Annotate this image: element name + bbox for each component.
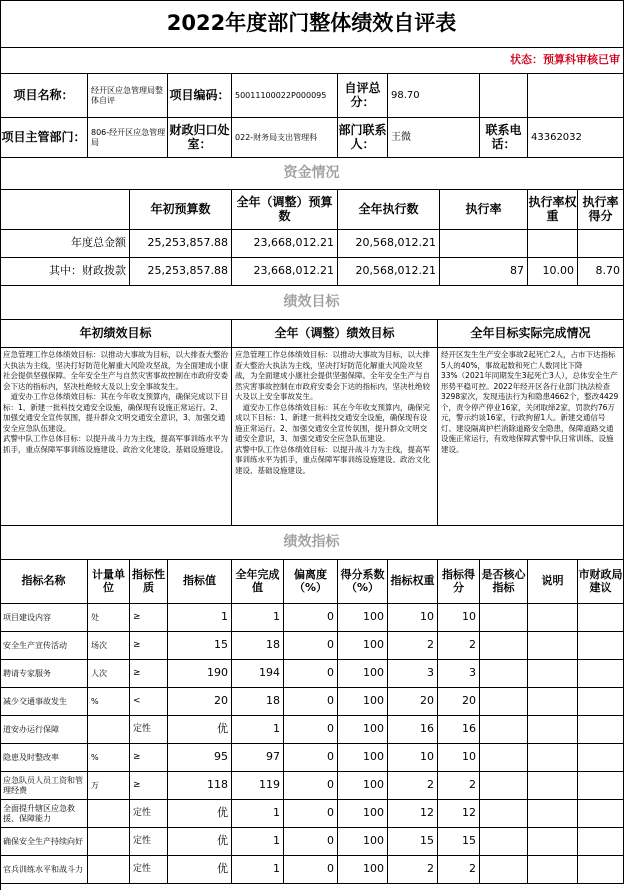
ind-unit: 处: [88, 604, 130, 632]
ind-nature: ≥: [130, 772, 168, 800]
ind-done: 1: [232, 828, 284, 856]
ind-done: 97: [232, 744, 284, 772]
ind-score: 10: [438, 604, 480, 632]
ind-note: [528, 800, 578, 828]
ind-deviation: 0: [284, 772, 338, 800]
ind-target: 1: [168, 604, 232, 632]
ind-score: 2: [438, 856, 480, 884]
ind-name: 项目建设内容: [0, 604, 88, 632]
ind-name: 官兵训练水平和战斗力: [0, 856, 88, 884]
ind-nature: <: [130, 688, 168, 716]
ind-target: 优: [168, 716, 232, 744]
ind-core: [480, 800, 528, 828]
funds-section-title: 资金情况: [0, 158, 624, 190]
ind-nature: 定性: [130, 828, 168, 856]
ind-target: 118: [168, 772, 232, 800]
ind-advice: [578, 632, 624, 660]
ind-header-done: 全年完成值: [232, 560, 284, 604]
ind-advice: [578, 772, 624, 800]
ind-advice: [578, 660, 624, 688]
goals-adjusted-text: 应急管理工作总体绩效目标：以推动大事故为目标，以大排查大整治大执法为主线，坚决打好防范化解重大风险攻坚战，为全面建成小康社会提供坚强保障。全年安全生产与自然灾害事故控制在市政府安委会下达的指标内，坚决杜绝较大及以上安全事故发生。 道安办工作总体绩效目标：其在今年收支预算内，确保完成以下目标：1、新建一批科技交通安全设施，确保现有设施正常运行。2、加强交通安全宣传氛围，提升群众文明交通安全意识，3、加强交通安全应急队伍建设。 武警中队工作总体绩效目标：以提升战斗力为主线，提高军事训练水平为抓手，重点保障军事训练设施建设、政治文化建设、基础设施建设。: [232, 348, 438, 526]
funds-header-adjusted: 全年（调整）预算数: [232, 190, 338, 230]
ind-unit: [88, 716, 130, 744]
ind-name: 道安办运行保障: [0, 716, 88, 744]
ind-deviation: 0: [284, 716, 338, 744]
funds-rate: [440, 230, 528, 258]
score-label: 自评总分：: [338, 74, 388, 118]
ind-score: 16: [438, 716, 480, 744]
finance-label: 财政归口处室：: [168, 118, 232, 158]
ind-header-unit: 计量单位: [88, 560, 130, 604]
ind-advice: [578, 800, 624, 828]
ind-nature: 定性: [130, 716, 168, 744]
ind-unit: [88, 828, 130, 856]
ind-note: [528, 716, 578, 744]
ind-coefficient: 100: [338, 856, 388, 884]
ind-coefficient: 100: [338, 632, 388, 660]
ind-unit: %: [88, 688, 130, 716]
ind-score: 2: [438, 632, 480, 660]
ind-score: 10: [438, 744, 480, 772]
funds-initial: 25,253,857.88: [130, 230, 232, 258]
ind-weight: 10: [388, 604, 438, 632]
contact-label: 部门联系人：: [338, 118, 388, 158]
funds-score: [578, 230, 624, 258]
ind-done: 119: [232, 772, 284, 800]
ind-weight: 2: [388, 856, 438, 884]
ind-deviation: 0: [284, 744, 338, 772]
ind-target: 优: [168, 828, 232, 856]
ind-name: 应急队员人员工资和管理经费: [0, 772, 88, 800]
ind-nature: 定性: [130, 800, 168, 828]
ind-note: [528, 856, 578, 884]
funds-header-weight: 执行率权重: [528, 190, 578, 230]
ind-coefficient: 100: [338, 688, 388, 716]
ind-coefficient: 100: [338, 800, 388, 828]
finance-value: 022-财务局支出管理科: [232, 118, 338, 158]
ind-score: 15: [438, 828, 480, 856]
funds-rate: 87: [440, 258, 528, 286]
ind-weight: 2: [388, 632, 438, 660]
ind-core: [480, 688, 528, 716]
funds-weight: [528, 230, 578, 258]
ind-core: [480, 632, 528, 660]
ind-header-score: 指标得分: [438, 560, 480, 604]
ind-done: 1: [232, 604, 284, 632]
dept-value: 806-经开区应急管理局: [88, 118, 168, 158]
status-text: 状态：预算科审核已审: [0, 48, 624, 74]
ind-unit: 人次: [88, 660, 130, 688]
ind-note: [528, 828, 578, 856]
ind-unit: 万: [88, 772, 130, 800]
phone-value: 43362032: [528, 118, 624, 158]
ind-name: 安全生产宣传活动: [0, 632, 88, 660]
funds-row-label: 其中：财政拨款: [0, 258, 130, 286]
ind-target: 优: [168, 856, 232, 884]
ind-header-target: 指标值: [168, 560, 232, 604]
ind-advice: [578, 828, 624, 856]
funds-row-label: 年度总金额: [0, 230, 130, 258]
funds-header-executed: 全年执行数: [338, 190, 440, 230]
ind-header-core: 是否核心指标: [480, 560, 528, 604]
ind-name: 减少交通事故发生: [0, 688, 88, 716]
project-name-value: 经开区应急管理局整体自评: [88, 74, 168, 118]
ind-header-advice: 市财政局建议: [578, 560, 624, 604]
ind-deviation: 0: [284, 688, 338, 716]
ind-core: [480, 856, 528, 884]
ind-weight: 10: [388, 744, 438, 772]
funds-adjusted: 23,668,012.21: [232, 230, 338, 258]
ind-advice: [578, 604, 624, 632]
ind-advice: [578, 688, 624, 716]
ind-coefficient: 100: [338, 604, 388, 632]
ind-target: 190: [168, 660, 232, 688]
empty-cell: [0, 190, 130, 230]
ind-done: 18: [232, 688, 284, 716]
dept-label: 项目主管部门：: [0, 118, 88, 158]
ind-header-note: 说明: [528, 560, 578, 604]
ind-done: 194: [232, 660, 284, 688]
ind-weight: 12: [388, 800, 438, 828]
funds-score: 8.70: [578, 258, 624, 286]
funds-adjusted: 23,668,012.21: [232, 258, 338, 286]
ind-unit: 场次: [88, 632, 130, 660]
ind-weight: 15: [388, 828, 438, 856]
ind-advice: [578, 744, 624, 772]
funds-header-rate: 执行率: [440, 190, 528, 230]
ind-weight: 3: [388, 660, 438, 688]
contact-value: 王微: [388, 118, 480, 158]
funds-initial: 25,253,857.88: [130, 258, 232, 286]
ind-coefficient: 100: [338, 716, 388, 744]
empty-cell: [528, 74, 624, 118]
ind-nature: ≥: [130, 604, 168, 632]
ind-score: 12: [438, 800, 480, 828]
phone-label: 联系电话：: [480, 118, 528, 158]
funds-header-initial: 年初预算数: [130, 190, 232, 230]
goals-header-adjusted: 全年（调整）绩效目标: [232, 320, 438, 348]
ind-name: 确保安全生产持续向好: [0, 828, 88, 856]
funds-weight: 10.00: [528, 258, 578, 286]
ind-core: [480, 716, 528, 744]
ind-target: 15: [168, 632, 232, 660]
project-code-value: 50011100022P000095: [232, 74, 338, 118]
ind-coefficient: 100: [338, 828, 388, 856]
ind-coefficient: 100: [338, 772, 388, 800]
ind-done: 1: [232, 716, 284, 744]
ind-done: 1: [232, 800, 284, 828]
ind-coefficient: 100: [338, 660, 388, 688]
ind-score: 2: [438, 772, 480, 800]
ind-weight: 2: [388, 772, 438, 800]
ind-target: 95: [168, 744, 232, 772]
ind-core: [480, 772, 528, 800]
ind-advice: [578, 716, 624, 744]
ind-nature: ≥: [130, 660, 168, 688]
ind-deviation: 0: [284, 800, 338, 828]
empty-cell: [480, 74, 528, 118]
funds-executed: 20,568,012.21: [338, 230, 440, 258]
ind-header-deviation: 偏离度（%）: [284, 560, 338, 604]
ind-note: [528, 660, 578, 688]
ind-core: [480, 604, 528, 632]
ind-score: 20: [438, 688, 480, 716]
project-name-label: 项目名称：: [0, 74, 88, 118]
ind-deviation: 0: [284, 828, 338, 856]
ind-header-nature: 指标性质: [130, 560, 168, 604]
ind-unit: [88, 856, 130, 884]
ind-core: [480, 744, 528, 772]
ind-score: 3: [438, 660, 480, 688]
ind-name: 聘请专家服务: [0, 660, 88, 688]
goals-section-title: 绩效目标: [0, 286, 624, 320]
ind-note: [528, 744, 578, 772]
indicators-section-title: 绩效指标: [0, 526, 624, 560]
ind-name: 隐患及时整改率: [0, 744, 88, 772]
ind-unit: [88, 800, 130, 828]
ind-nature: ≥: [130, 744, 168, 772]
ind-note: [528, 604, 578, 632]
page-title: 2022年度部门整体绩效自评表: [0, 0, 624, 48]
goals-actual-text: 经开区发生生产安全事故2起死亡2人，占市下达指标5人的40%，事故起数和死亡人数同比下降33%（2021年同期发生3起死亡3人），总体安全生产形势平稳可控。2022年经开区各行业部门执法检查3298家次，发现违法行为和隐患4662个，整改4429个，责令停产停业16家，关闭取缔2家，罚款约76万元，警示约谈16家，行政拘留1人。新建交通信号灯、建设隔离护栏消除道路安全隐患，保障道路交通设施正常运行，有效地保障武警中队日常训练、设施建设。: [438, 348, 624, 526]
ind-weight: 16: [388, 716, 438, 744]
ind-deviation: 0: [284, 856, 338, 884]
ind-core: [480, 660, 528, 688]
ind-note: [528, 772, 578, 800]
ind-advice: [578, 856, 624, 884]
ind-target: 优: [168, 800, 232, 828]
ind-note: [528, 688, 578, 716]
ind-deviation: 0: [284, 632, 338, 660]
ind-name: 全面提升辖区应急救援、保障能力: [0, 800, 88, 828]
ind-nature: 定性: [130, 856, 168, 884]
ind-header-coefficient: 得分系数（%）: [338, 560, 388, 604]
ind-nature: ≥: [130, 632, 168, 660]
ind-done: 18: [232, 632, 284, 660]
ind-header-weight: 指标权重: [388, 560, 438, 604]
goals-header-initial: 年初绩效目标: [0, 320, 232, 348]
ind-deviation: 0: [284, 604, 338, 632]
ind-target: 20: [168, 688, 232, 716]
ind-coefficient: 100: [338, 744, 388, 772]
ind-header-name: 指标名称: [0, 560, 88, 604]
ind-unit: %: [88, 744, 130, 772]
funds-executed: 20,568,012.21: [338, 258, 440, 286]
ind-deviation: 0: [284, 660, 338, 688]
ind-core: [480, 828, 528, 856]
funds-header-score: 执行率得分: [578, 190, 624, 230]
ind-note: [528, 632, 578, 660]
goals-initial-text: 应急管理工作总体绩效目标：以推动大事故为目标，以大排查大整治大执法为主线，坚决打好防范化解重大风险攻坚战，为全面建成小康社会提供坚强保障。全年安全生产与自然灾害事故控制在市政府安委会下达的指标内，坚决杜绝较大及以上安全事故发生。 道安办工作总体绩效目标：其在今年收支预算内，确保完成以下目标：1、新建一批科技交通安全设施，确保现有设施正常运行。2、加强交通安全宣传氛围，提升群众文明交通安全意识，3、加强交通安全应急队伍建设。 武警中队工作总体目标：以提升战斗力为主线，提高军事训练水平为抓手，重点保障军事训练设施建设、政治文化建设、基础设施建设。: [0, 348, 232, 526]
ind-done: 1: [232, 856, 284, 884]
project-code-label: 项目编码：: [168, 74, 232, 118]
ind-weight: 20: [388, 688, 438, 716]
goals-header-actual: 全年目标实际完成情况: [438, 320, 624, 348]
score-value: 98.70: [388, 74, 480, 118]
